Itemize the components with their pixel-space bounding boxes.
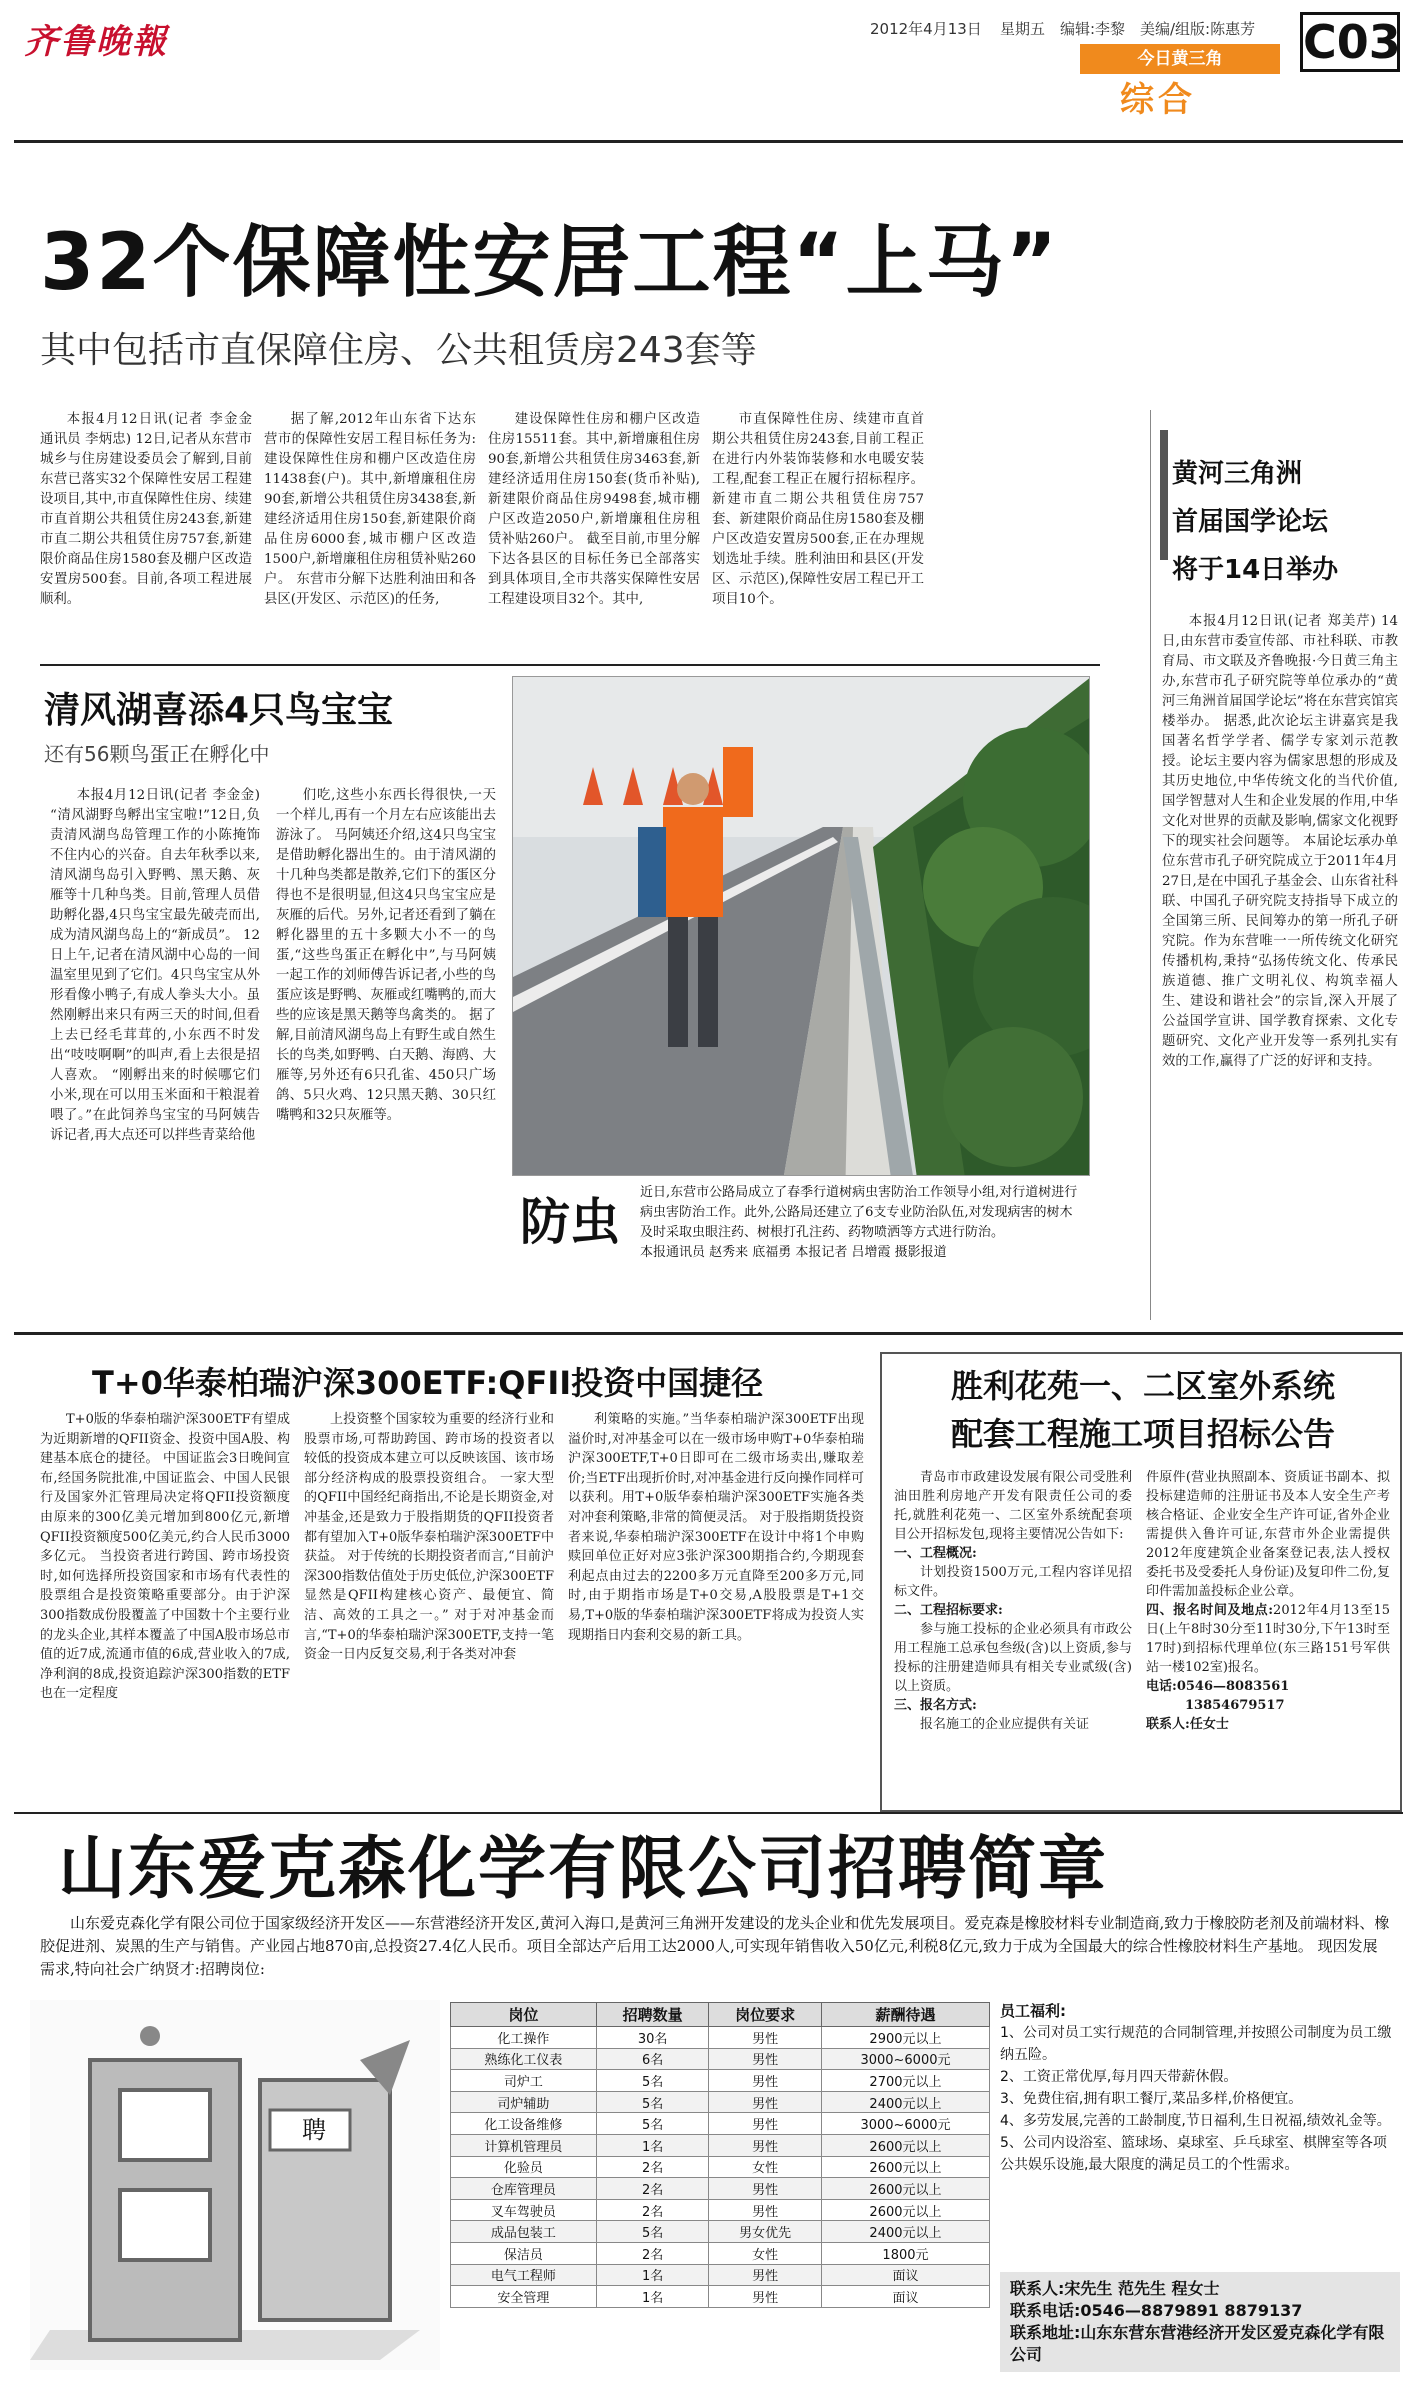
issue-weekday: 星期五 — [1000, 20, 1046, 38]
table-cell: 男性 — [709, 2264, 822, 2286]
photo-credit: 本报通讯员 赵秀来 底福勇 本报记者 吕增霞 摄影报道 — [640, 1245, 947, 1260]
table-cell: 2名 — [596, 2242, 709, 2264]
table-row — [451, 2048, 990, 2070]
table-header: 岗位要求 — [709, 2003, 822, 2027]
table-cell: 面议 — [821, 2286, 989, 2308]
table-header: 岗位 — [451, 2003, 597, 2027]
lead-column-2: 据了解,2012年山东省下达东营市的保障性安居工程目标任务为:建设保障性住房和棚户区改造住房11438套(户)。其中,新增廉租住房90套,新增公共租赁住房3438套,新建经济适用住房150套,新建限价商品住房6000套,城市棚户区改造1500户,新增廉租住房租赁补贴260户。 东营市分解下达胜利油田和各县区(开发区、示范区)的任务, — [264, 412, 476, 607]
table-cell: 男性 — [709, 2048, 822, 2070]
contact-address: 联系地址:山东东营东营港经济开发区爱克森化学有限公司 — [1010, 2323, 1385, 2364]
etf-column-2: 上投资整个国家较为重要的经济行业和股票市场,可帮助跨国、跨市场的投资者以较低的投资成本建立可以反映该国、该市场部分经济构成的股票投资组合。 一家大型的QFII中国经纪商指出,不论是长期资金,对冲基金,还是致力于股指期货的QFII投资者都有望加入T+0版华泰柏瑞沪深300ETF中获益。 对于传统的长期投资者而言,“目前沪深300指数估值处于历史低位,沪深300ETF显然是QFII构建核心资产、最便宜、简洁、高效的工具之一。” 对于对冲基金而言,“T+0的华泰柏瑞沪深300ETF,支持一笔资金一日内反复交易,利于各类对冲套 — [304, 1412, 554, 1663]
recruit-rule — [14, 1812, 1403, 1814]
table-cell: 电气工程师 — [451, 2264, 597, 2286]
table-header: 招聘数量 — [596, 2003, 709, 2027]
lead-column-1: 本报4月12日讯(记者 李金金 通讯员 李炳忠) 12日,记者从东营市城乡与住房建设委员会了解到,目前东营已落实32个保障性安居工程建设项目,其中,市直保障性住房、续建市直首期公共租赁住房243套,新建市直二期公共租赁住房757套,新建限价商品住房1580套及棚户区改造安置房500套。目前,各项工程进展顺利。 — [40, 412, 252, 607]
welfare-item: 2、工资正常优厚,每月四天带薪休假。 — [1000, 2069, 1238, 2085]
bird-subheadline: 还有56颗鸟蛋正在孵化中 — [44, 742, 270, 766]
welfare-item: 1、公司对员工实行规范的合同制管理,并按照公司制度为员工缴纳五险。 — [1000, 2025, 1392, 2063]
designer-credit: 美编/组版:陈惠芳 — [1140, 20, 1256, 38]
bird-headline: 清风湖喜添4只鸟宝宝 — [44, 690, 394, 731]
etf-column-3: 利策略的实施。”当华泰柏瑞沪深300ETF出现溢价时,对冲基金可以在一级市场申购T+0华泰柏瑞沪深300ETF,T+0日即可在二级市场卖出,赚取差价;当ETF出现折价时,对冲基金进行反向操作同样可以获利。用T+0版华泰柏瑞沪深300ETF实施各类对冲套利策略,非常的简便灵活。 对于股指期货投资者来说,华泰柏瑞沪深300ETF在设计中将1个申购赎回单位正好对应3张沪深300期指合约,今期现套利起点由过去的2200多万元直降至200多万元,同时,由于期指市场是T+0交易,A股股票是T+1交易,T+0版的华泰柏瑞沪深300ETF将成为投资人实现期指日内套利交易的新工具。 — [568, 1412, 864, 1643]
contact-phone: 联系电话:0546—8879891 8879137 — [1010, 2301, 1303, 2320]
welfare-list — [1000, 2000, 1400, 2176]
table-cell: 面议 — [821, 2264, 989, 2286]
bid-column-left: 青岛市市政建设发展有限公司受胜利油田胜利房地产开发有限责任公司的委托,就胜利花苑一、二区室外系统配套项目公开招标发包,现将主要情况公告如下: 一、工程概况: 计划投资1500万元,工程内容详见招标文件。 二、工程招标要求: 参与施工投标的企业必须具有市政公用工程施工总承包叁级(含)以上资质,参与投标的注册建造师具有相关专业贰级(含)以上资质。 三、报名方式: 报名施工的企业应提供有关证 — [894, 1470, 1132, 1732]
table-row — [451, 2134, 990, 2156]
table-cell: 化验员 — [451, 2156, 597, 2178]
table-cell: 5名 — [596, 2091, 709, 2113]
table-cell: 30名 — [596, 2027, 709, 2049]
newspaper-logo: 齐鲁晚報 — [24, 22, 168, 62]
table-cell: 2600元以上 — [821, 2134, 989, 2156]
table-cell: 男性 — [709, 2134, 822, 2156]
lead-headline: 32个保障性安居工程“上马” — [40, 218, 1060, 308]
table-header: 薪酬待遇 — [821, 2003, 989, 2027]
mid-rule — [14, 1332, 1403, 1335]
table-cell: 司炉辅助 — [451, 2091, 597, 2113]
table-cell: 2名 — [596, 2156, 709, 2178]
welfare-item: 3、免费住宿,拥有职工餐厅,菜品多样,价格便宜。 — [1000, 2091, 1303, 2107]
table-cell: 1名 — [596, 2286, 709, 2308]
table-cell: 男性 — [709, 2091, 822, 2113]
table-cell: 2400元以上 — [821, 2221, 989, 2243]
jobs-table — [450, 2002, 990, 2308]
table-row — [451, 2027, 990, 2049]
table-cell: 女性 — [709, 2242, 822, 2264]
table-cell: 5名 — [596, 2070, 709, 2092]
editor-credit: 编辑:李黎 — [1060, 20, 1126, 38]
table-cell: 2600元以上 — [821, 2178, 989, 2200]
table-cell: 男性 — [709, 2178, 822, 2200]
table-row — [451, 2286, 990, 2308]
table-cell: 女性 — [709, 2156, 822, 2178]
table-cell: 2600元以上 — [821, 2199, 989, 2221]
table-cell: 男性 — [709, 2070, 822, 2092]
table-row — [451, 2264, 990, 2286]
issue-date: 2012年4月13日 — [870, 20, 982, 38]
table-cell: 1名 — [596, 2134, 709, 2156]
section-name: 综合 — [1120, 80, 1196, 120]
pin-character: 聘 — [302, 2116, 326, 2144]
lead-column-3: 建设保障性住房和棚户区改造住房15511套。其中,新增廉租住房90套,新增公共租赁住房3463套,新建经济适用住房150套(货币补贴),新建限价商品住房9498套,城市棚户区改造2050户,新增廉租住房租赁补贴260户。 截至目前,市里分解下达各县区的目标任务已全部落实到具体项目,全市共落实保障性安居工程建设项目32个。其中, — [488, 412, 700, 607]
sidebar-divider — [1150, 410, 1151, 1320]
table-row — [451, 2070, 990, 2092]
table-cell: 成品包装工 — [451, 2221, 597, 2243]
welfare-title: 员工福利: — [1000, 2002, 1066, 2020]
recruit-intro: 山东爱克森化学有限公司位于国家级经济开发区——东营港经济开发区,黄河入海口,是黄河三角洲开发建设的龙头企业和优先发展项目。爱克森是橡胶材料专业制造商,致力于橡胶防老剂及前端材料、橡胶促进剂、炭黑的生产与销售。产业园占地870亩,总投资27.4亿人民币。项目全部达产后用工达2000人,可实现年销售收入50亿元,利税8亿元,致力于成为全国最大的综合性橡胶材料生产基地。 现因发展需求,特向社会广纳贤才:招聘岗位: — [40, 1914, 1390, 1978]
table-cell: 5名 — [596, 2113, 709, 2135]
sidebar-headline: 黄河三角洲 首届国学论坛 将于14日举办 — [1172, 459, 1339, 585]
table-cell: 安全管理 — [451, 2286, 597, 2308]
table-cell: 2900元以上 — [821, 2027, 989, 2049]
table-cell: 男女优先 — [709, 2221, 822, 2243]
table-row — [451, 2199, 990, 2221]
table-cell: 计算机管理员 — [451, 2134, 597, 2156]
table-cell: 熟练化工仪表 — [451, 2048, 597, 2070]
sidebar-body: 本报4月12日讯(记者 郑美芹) 14日,由东营市委宣传部、市社科联、市教育局、市文联及齐鲁晚报·今日黄三角主办,东营市孔子研究院等单位承办的“黄河三角洲首届国学论坛”将在东营宾馆宾楼举办。 据悉,此次论坛主讲嘉宾是我国著名哲学学者、儒学专家刘示范教授。论坛主要内容为儒家思想的形成及其历史地位,中华传统文化的当代价值,国学智慧对人生和企业发展的作用,中华文化对世界的贡献及影响,儒家文化视野下的现实社会问题等。 本届论坛承办单位东营市孔子研究院成立于2011年4月27日,是在中国孔子基金会、山东省社科联、中国孔子研究院支持指导下成立的全国第三所、民间筹办的第一所孔子研究院。作为东营唯一一所传统文化研究传播机构,秉持“弘扬传统文化、传承民族道德、推广文明礼仪、构筑幸福人生、建设和谐社会”的宗旨,深入开展了公益国学宣讲、国学教育探索、文化专题研究、文化产业开发等一系列扎实有效的工作,赢得了广泛的好评和支持。 — [1162, 614, 1398, 1069]
table-cell: 司炉工 — [451, 2070, 597, 2092]
table-row — [451, 2221, 990, 2243]
page-number: C03 — [1300, 12, 1400, 72]
table-row — [451, 2242, 990, 2264]
table-row — [451, 2178, 990, 2200]
bid-headline: 胜利花苑一、二区室外系统 配套工程施工项目招标公告 — [950, 1367, 1335, 1453]
bird-column-1: 本报4月12日讯(记者 李金金) “清风湖野鸟孵出宝宝啦!”12日,负责清风湖鸟岛管理工作的小陈掩饰不住内心的兴奋。自去年秋季以来,清风湖鸟岛引入野鸭、黑天鹅、灰雁等十几种鸟类。目前,管理人员借助孵化器,4只鸟宝宝最先破壳而出,成为清风湖鸟岛上的“新成员”。 12日上午,记者在清风湖中心岛的一间温室里见到了它们。4只鸟宝宝从外形看像小鸭子,有成人拳头大小。虽然刚孵出来只有两三天的时间,但看上去已经毛茸茸的,小东西不时发出“吱吱啊啊”的叫声,看上去很是招人喜欢。 “刚孵出来的时候哪它们小米,现在可以用玉米面和干粮混着喂了。”在此饲养鸟宝宝的马阿姨告诉记者,再大点还可以拌些青菜给他 — [50, 788, 260, 1143]
table-cell: 化工操作 — [451, 2027, 597, 2049]
bid-column-right: 件原件(营业执照副本、资质证书副本、拟投标建造师的注册证书及本人安全生产考核合格证、企业安全生产许可证,省外企业需提供入鲁许可证,东营市外企业需提供2012年度建筑企业备案登记表,法人授权委托书及受委托人身份证)及复印件二份,复印件需加盖投标企业公章。 四、报名时间及地点:2012年4月13至15日(上午8时30分至11时30分,下午13时至17时)到招标代理单位(东三路151号军供站一楼102室)报名。 电话:0546—8083561 13854679517 联系人:任女士 — [1146, 1470, 1390, 1732]
photo-caption: 近日,东营市公路局成立了春季行道树病虫害防治工作领导小组,对行道树进行病虫害防治工作。此外,公路局还建立了6支专业防治队伍,对发现病害的树木及时采取虫眼注药、树根打孔注药、药物喷洒等方式进行防治。 本报通讯员 赵秀来 底福勇 本报记者 吕增霞 摄影报道 — [640, 1185, 1078, 1260]
table-cell: 男性 — [709, 2286, 822, 2308]
table-cell: 5名 — [596, 2221, 709, 2243]
section-badge: 今日黄三角 — [1080, 44, 1280, 74]
table-cell: 2400元以上 — [821, 2091, 989, 2113]
sidebar-accent-bar — [1160, 430, 1168, 560]
bird-column-2: 们吃,这些小东西长得很快,一天一个样儿,再有一个月左右应该能出去游泳了。 马阿姨还介绍,这4只鸟宝宝是借助孵化器出生的。由于清风湖的十几种鸟类都是散养,它们下的蛋区分得也不是很明显,但这4只鸟宝宝应是灰雁的后代。另外,记者还看到了躺在孵化器里的五十多颗大小不一的鸟蛋,“这些鸟蛋正在孵化中”,与马阿姨一起工作的刘师傅告诉记者,小些的鸟蛋应该是野鸭、灰雁或红嘴鸭的,而大些的应该是黑天鹅等鸟禽类的。 据了解,目前清风湖鸟岛上有野生或自然生长的鸟类,如野鸭、白天鹅、海鸥、大雁等,另外还有6只孔雀、450只广场鸽、5只火鸡、12只黑天鹅、30只红嘴鸭和32只灰雁等。 — [276, 788, 496, 1123]
table-row — [451, 2091, 990, 2113]
table-cell: 1800元 — [821, 2242, 989, 2264]
table-cell: 2名 — [596, 2178, 709, 2200]
header-rule — [14, 140, 1403, 143]
table-cell: 男性 — [709, 2027, 822, 2049]
photo-label: 防虫 — [520, 1193, 620, 1251]
table-cell: 2名 — [596, 2199, 709, 2221]
table-cell: 2700元以上 — [821, 2070, 989, 2092]
table-cell: 男性 — [709, 2199, 822, 2221]
table-cell: 化工设备维修 — [451, 2113, 597, 2135]
lead-column-4: 市直保障性住房、续建市直首期公共租赁住房243套,目前工程正在进行内外装饰装修和水电暖安装工程,配套工程正在履行招标程序。新建市直二期公共租赁住房757套、新建限价商品住房1580套及棚户区改造安置房500套,正在办理规划选址手续。胜利油田和县区(开发区、示范区),保障性安居工程已开工项目10个。 — [712, 412, 924, 607]
recruit-pin-graphic — [30, 2000, 440, 2370]
lead-subheadline: 其中包括市直保障住房、公共租赁房243套等 — [40, 330, 757, 371]
etf-column-1: T+0版的华泰柏瑞沪深300ETF有望成为近期新增的QFII资金、投资中国A股、构建基本底仓的捷径。 中国证监会3日晚间宣布,经国务院批准,中国证监会、中国人民银行及国家外汇管理局决定将QFII投资额度由原来的300亿美元增加到800亿元,新增QFII投资额度500亿美元,约合人民币3000多亿元。 当投资者进行跨国、跨市场投资时,如何选择所投资国家和市场有代表性的股票组合是投资策略重要部分。由于沪深300指数成份股覆盖了中国数十个主要行业的龙头企业,其样本覆盖了中国A股市场总市值的近7成,流通市值的6成,营业收入的7成,净利润的8成,投资追踪沪深300指数的ETF也在一定程度 — [40, 1412, 290, 1702]
recruit-headline: 山东爱克森化学有限公司招聘简章 — [58, 1830, 1109, 1909]
welfare-item: 5、公司内设浴室、篮球场、桌球室、乒乓球室、棋牌室等各项公共娱乐设施,最大限度的满足员工的个性需求。 — [1000, 2135, 1387, 2173]
table-cell: 保洁员 — [451, 2242, 597, 2264]
lead-rule — [40, 664, 1100, 666]
contact-person: 联系人:宋先生 范先生 程女士 — [1010, 2279, 1220, 2298]
table-cell: 2600元以上 — [821, 2156, 989, 2178]
table-cell: 男性 — [709, 2113, 822, 2135]
recruit-contact-box — [1000, 2272, 1400, 2372]
etf-headline: T+0华泰柏瑞沪深300ETF:QFII投资中国捷径 — [92, 1364, 764, 1402]
table-cell: 6名 — [596, 2048, 709, 2070]
table-row — [451, 2113, 990, 2135]
table-cell: 3000~6000元 — [821, 2113, 989, 2135]
recruit-graphic — [30, 2000, 440, 2370]
table-cell: 1名 — [596, 2264, 709, 2286]
table-cell: 叉车驾驶员 — [451, 2199, 597, 2221]
table-cell: 3000~6000元 — [821, 2048, 989, 2070]
table-cell: 仓库管理员 — [451, 2178, 597, 2200]
table-row — [451, 2156, 990, 2178]
welfare-item: 4、多劳发展,完善的工龄制度,节日福利,生日祝福,绩效礼金等。 — [1000, 2113, 1391, 2129]
